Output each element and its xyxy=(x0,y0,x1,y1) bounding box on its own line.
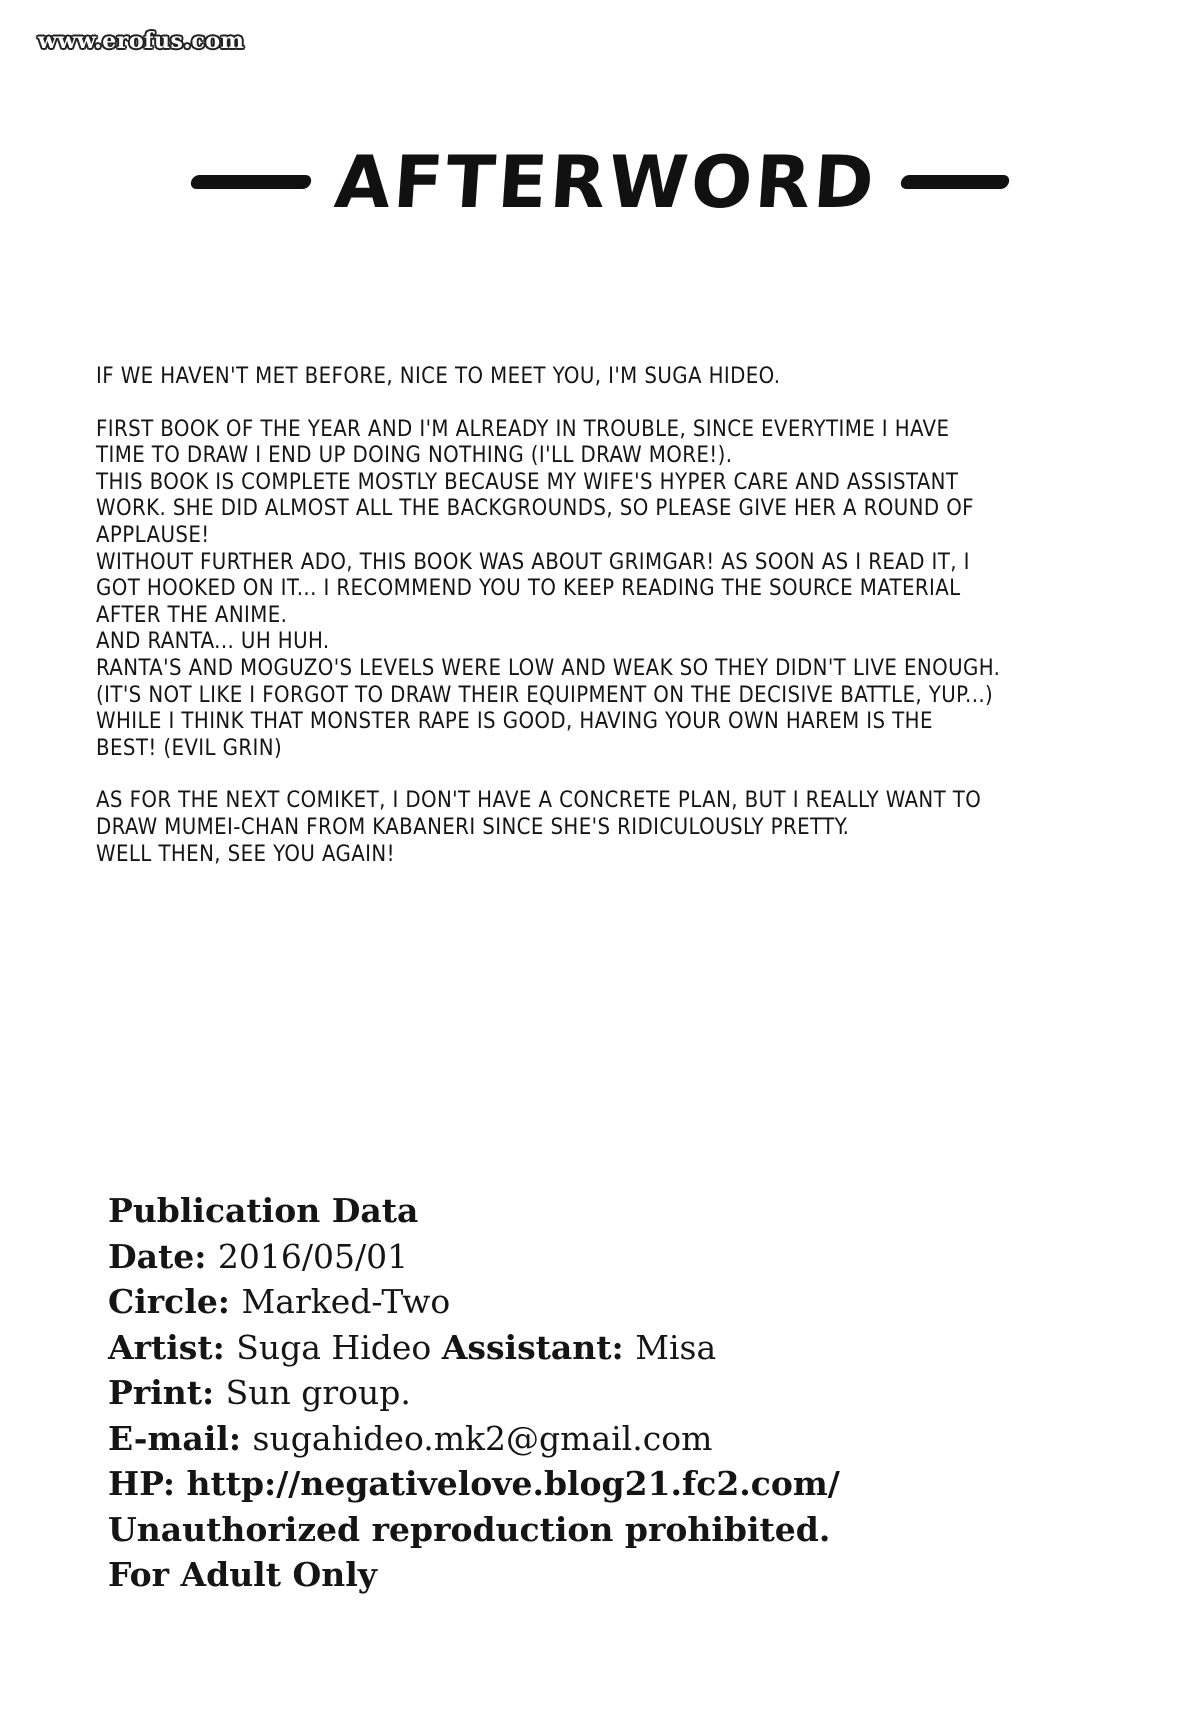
paragraph-gap xyxy=(96,391,1136,417)
afterword-line: GOT HOOKED ON IT... I RECOMMEND YOU TO KEEP READING THE SOURCE MATERIAL xyxy=(96,576,961,602)
email-label: E-mail: xyxy=(108,1418,253,1458)
afterword-line: APPLAUSE! xyxy=(96,522,210,548)
publication-data xyxy=(108,1188,1168,1598)
date-value: 2016/05/01 xyxy=(217,1236,409,1276)
afterword-line: DRAW MUMEI-CHAN FROM KABANERI SINCE SHE'S RIDICULOUSLY PRETTY. xyxy=(96,814,850,840)
afterword-line: THIS BOOK IS COMPLETE MOSTLY BECAUSE MY WIFE'S HYPER CARE AND ASSISTANT xyxy=(96,469,959,495)
assistant-value: Misa xyxy=(635,1327,717,1367)
hp-value: http://negativelove.blog21.fc2.com/ xyxy=(186,1464,840,1503)
afterword-line: IF WE HAVEN'T MET BEFORE, NICE TO MEET YOU, I'M SUGA HIDEO. xyxy=(96,364,781,389)
paragraph-gap xyxy=(96,762,1136,788)
afterword-line: FIRST BOOK OF THE YEAR AND I'M ALREADY IN TROUBLE, SINCE EVERYTIME I HAVE xyxy=(96,416,950,442)
print-label: Print: xyxy=(108,1373,226,1412)
title-dash-left xyxy=(190,175,313,189)
date-line xyxy=(108,1234,1168,1280)
email-value: sugahideo.mk2@gmail.com xyxy=(252,1418,713,1458)
print-line xyxy=(108,1370,1168,1416)
circle-label: Circle: xyxy=(108,1282,242,1321)
afterword-text xyxy=(96,364,1136,868)
afterword-line: AS FOR THE NEXT COMIKET, I DON'T HAVE A CONCRETE PLAN, BUT I REALLY WANT TO xyxy=(96,788,982,814)
circle-value: Marked-Two xyxy=(241,1282,451,1321)
print-value: Sun group. xyxy=(225,1373,411,1412)
afterword-line: WORK. SHE DID ALMOST ALL THE BACKGROUNDS, SO PLEASE GIVE HER A ROUND OF xyxy=(96,496,974,522)
afterword-line: WITHOUT FURTHER ADO, THIS BOOK WAS ABOUT GRIMGAR! AS SOON AS I READ IT, I xyxy=(96,549,970,575)
email-line xyxy=(108,1416,1168,1462)
artist-value: Suga Hideo xyxy=(236,1327,442,1367)
afterword-line: (IT'S NOT LIKE I FORGOT TO DRAW THEIR EQUIPMENT ON THE DECISIVE BATTLE, YUP...) xyxy=(96,682,994,708)
title-dash-right xyxy=(899,175,1010,189)
date-label: Date: xyxy=(108,1236,218,1276)
afterword-line: RANTA'S AND MOGUZO'S LEVELS WERE LOW AND WEAK SO THEY DIDN'T LIVE ENOUGH. xyxy=(96,655,1001,681)
hp-label: HP: xyxy=(108,1464,187,1503)
afterword-line: AFTER THE ANIME. xyxy=(96,602,288,628)
adult-notice: For Adult Only xyxy=(108,1555,377,1594)
publication-heading: Publication Data xyxy=(108,1191,419,1230)
artist-label: Artist: xyxy=(108,1327,237,1367)
circle-line xyxy=(108,1279,1168,1325)
page-title: AFTERWORD xyxy=(332,140,880,224)
afterword-line: BEST! (EVIL GRIN) xyxy=(96,735,283,761)
afterword-line: WELL THEN, SEE YOU AGAIN! xyxy=(96,841,395,867)
assistant-label: Assistant: xyxy=(441,1327,636,1367)
reproduction-notice: Unauthorized reproduction prohibited. xyxy=(108,1509,831,1549)
hp-line xyxy=(108,1461,1168,1507)
artist-line xyxy=(108,1325,1168,1371)
watermark: www.erofus.com xyxy=(38,28,245,54)
afterword-line: TIME TO DRAW I END UP DOING NOTHING (I'LL DRAW MORE!). xyxy=(96,443,733,469)
title-row xyxy=(0,132,1200,232)
afterword-line: AND RANTA... UH HUH. xyxy=(96,629,330,655)
afterword-line: WHILE I THINK THAT MONSTER RAPE IS GOOD, HAVING YOUR OWN HAREM IS THE xyxy=(96,709,933,735)
